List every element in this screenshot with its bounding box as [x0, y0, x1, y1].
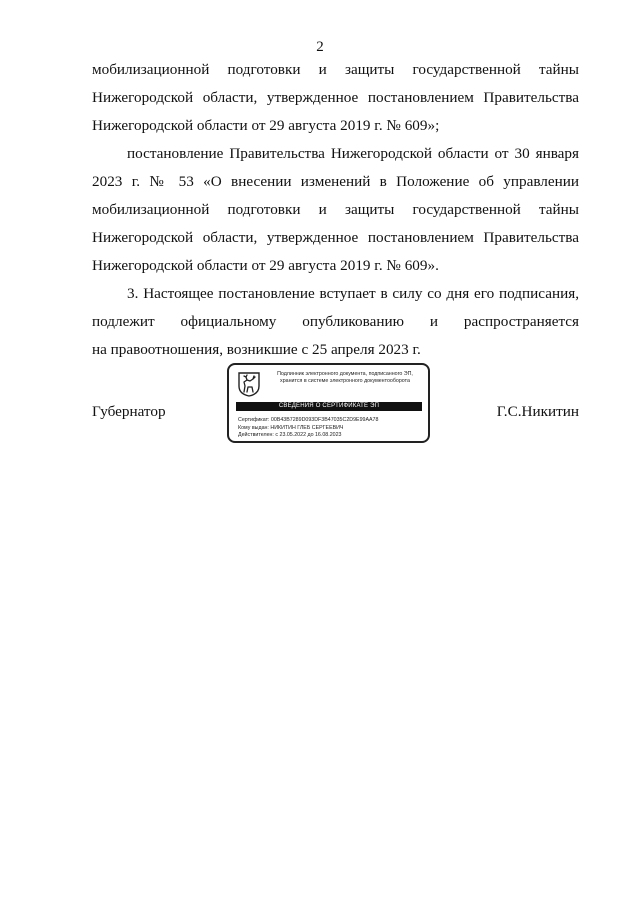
- text-line: Нижегородской области от 29 августа 2019 г. № 609»;: [92, 117, 440, 134]
- text-line: мобилизационной подготовки и защиты государственной тайны: [92, 61, 579, 78]
- text-line: Нижегородской области, утвержденное постановлением Правительства: [92, 229, 579, 246]
- stamp-header-line: хранится в системе электронного документооборота: [280, 378, 410, 384]
- text-line: 2023 г. № 53 «О внесении изменений в Положение об управлении: [92, 173, 579, 190]
- text-line: подлежит официальному опубликованию и распространяется: [92, 313, 579, 330]
- text-line: мобилизационной подготовки и защиты государственной тайны: [92, 201, 579, 218]
- page-number: 2: [316, 39, 324, 55]
- deer-emblem-icon: [236, 371, 262, 397]
- stamp-header-line: Подлинник электронного документа, подписанного ЭП,: [277, 371, 413, 377]
- text-line: на правоотношения, возникшие с 25 апреля 2023 г.: [92, 341, 421, 358]
- stamp-header: [269, 371, 421, 385]
- stamp-certificate-info: [238, 417, 378, 440]
- certificate-owner: Кому выдан: НИКИТИН ГЛЕБ СЕРГЕЕВИЧ: [238, 424, 344, 431]
- signer-position: Губернатор: [92, 403, 166, 420]
- stamp-title-bar: СВЕДЕНИЯ О СЕРТИФИКАТЕ ЭП: [236, 402, 422, 411]
- electronic-signature-stamp: [227, 363, 430, 443]
- text-line: постановление Правительства Нижегородской области от 30 января: [127, 145, 579, 162]
- certificate-validity: Действителен: с 23.05.2022 до 16.08.2023: [238, 432, 342, 438]
- text-line: 3. Настоящее постановление вступает в силу со дня его подписания,: [127, 285, 579, 302]
- certificate-number: Сертификат: 00B43B7289D093DF3B47035C2D9E99AA78: [238, 417, 379, 423]
- text-line: Нижегородской области, утвержденное постановлением Правительства: [92, 89, 579, 106]
- text-line: Нижегородской области от 29 августа 2019 г. № 609».: [92, 257, 439, 274]
- signer-name: Г.С.Никитин: [496, 403, 579, 420]
